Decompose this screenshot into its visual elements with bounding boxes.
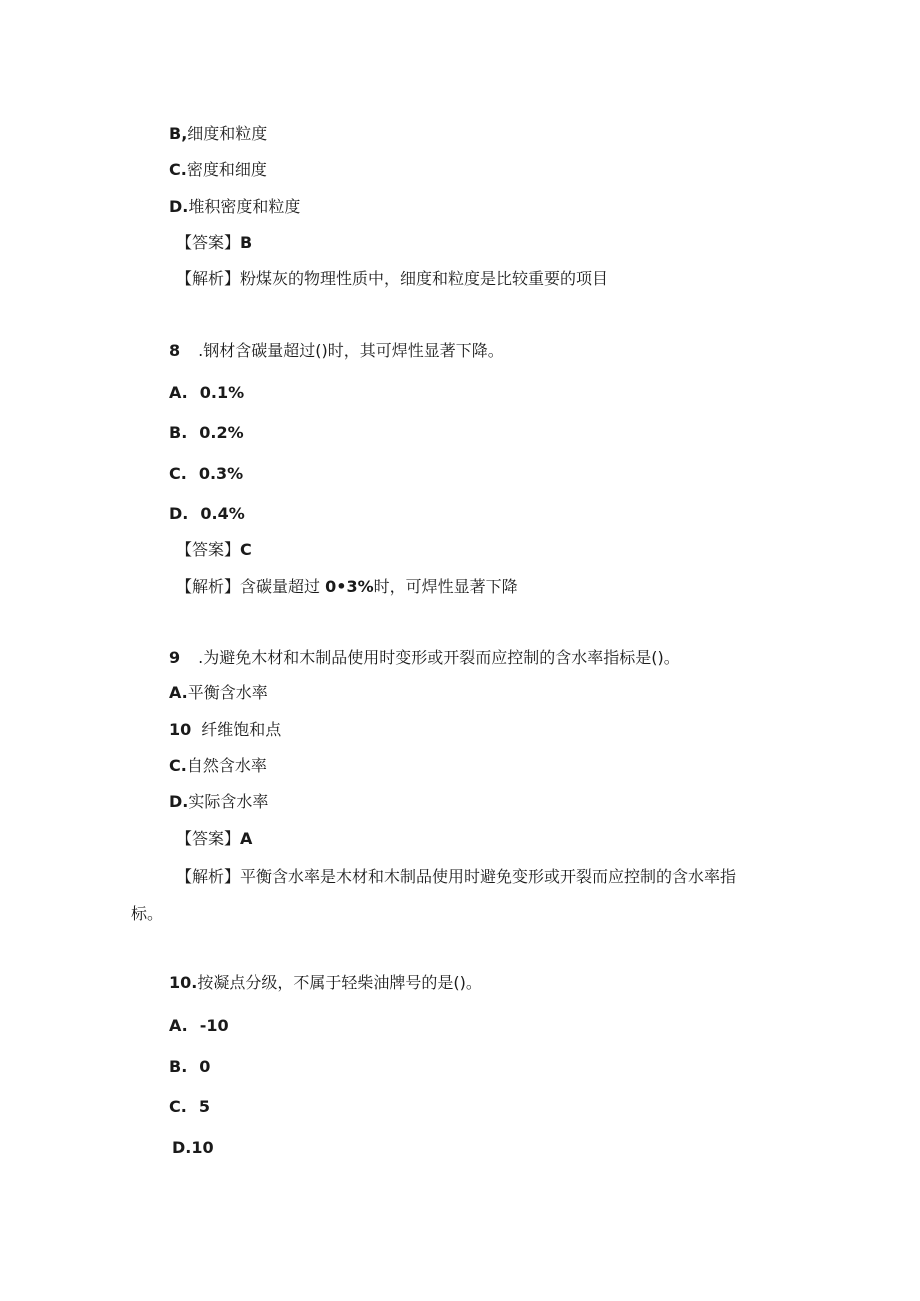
q9-option-b bbox=[169, 720, 281, 740]
q8-analysis-label: 【解析】 bbox=[176, 577, 241, 596]
q8-number: 8 bbox=[169, 341, 181, 360]
q8-analysis-num: 0•3% bbox=[325, 577, 374, 596]
q10-option-c bbox=[169, 1097, 210, 1117]
q8-option-d bbox=[169, 504, 245, 524]
q7-option-c-text: 密度和细度 bbox=[186, 160, 267, 179]
q10-option-b-text: 0 bbox=[199, 1057, 211, 1076]
q7-analysis bbox=[176, 269, 608, 289]
q9-option-c-letter: C. bbox=[169, 756, 187, 775]
q8-analysis bbox=[176, 577, 518, 597]
q7-option-b bbox=[169, 124, 267, 144]
q9-stem bbox=[169, 648, 680, 668]
q7-option-d-text: 堆积密度和粒度 bbox=[188, 197, 301, 216]
q7-option-c bbox=[169, 160, 267, 180]
q9-option-a-text: 平衡含水率 bbox=[187, 683, 268, 702]
q9-number: 9 bbox=[169, 648, 181, 667]
q9-option-c bbox=[169, 756, 267, 776]
q7-answer-value: B bbox=[240, 233, 253, 252]
q10-option-b-letter: B. bbox=[169, 1057, 188, 1076]
q8-option-d-text: 0.4% bbox=[200, 504, 245, 523]
q10-option-b bbox=[169, 1057, 210, 1077]
q9-analysis-line2: 标。 bbox=[131, 904, 164, 923]
q10-option-d-text: D.10 bbox=[172, 1138, 214, 1157]
q8-answer-value: C bbox=[240, 540, 252, 559]
q9-option-d bbox=[169, 792, 268, 812]
q9-analysis-continuation bbox=[131, 904, 163, 924]
q10-option-a-text: -10 bbox=[199, 1016, 229, 1035]
q7-answer-label: 【答案】 bbox=[176, 233, 241, 252]
q10-option-c-text: 5 bbox=[198, 1097, 210, 1116]
q8-option-b-text: 0.2% bbox=[199, 423, 244, 442]
q10-stem-text: 按凝点分级，不属于轻柴油牌号的是()。 bbox=[197, 973, 482, 992]
q9-option-b-num: 10 bbox=[169, 720, 192, 739]
q10-number: 10. bbox=[169, 973, 198, 992]
q8-stem-text: .钢材含碳量超过()时，其可焊性显著下降。 bbox=[198, 341, 504, 360]
q8-option-a bbox=[169, 383, 244, 403]
q9-answer bbox=[176, 829, 252, 849]
q9-analysis-line1: 平衡含水率是木材和木制品使用时避免变形或开裂而应控制的含水率指 bbox=[240, 867, 737, 886]
q7-analysis-text: 粉煤灰的物理性质中，细度和粒度是比较重要的项目 bbox=[240, 269, 609, 288]
q7-option-b-text: 细度和粒度 bbox=[187, 124, 268, 143]
q8-option-d-letter: D. bbox=[169, 504, 189, 523]
q10-option-a bbox=[169, 1016, 229, 1036]
q9-stem-text: .为避免木材和木制品使用时变形或开裂而应控制的含水率指标是()。 bbox=[198, 648, 680, 667]
q8-option-b-letter: B. bbox=[169, 423, 188, 442]
q8-option-a-letter: A. bbox=[169, 383, 188, 402]
q8-answer bbox=[176, 540, 252, 560]
q9-option-d-text: 实际含水率 bbox=[188, 792, 269, 811]
q9-answer-label: 【答案】 bbox=[176, 829, 241, 848]
q8-option-c bbox=[169, 464, 243, 484]
q10-stem bbox=[169, 973, 482, 993]
q7-option-b-letter: B, bbox=[169, 124, 188, 143]
q8-analysis-post: 时，可焊性显著下降 bbox=[373, 577, 518, 596]
q9-option-d-letter: D. bbox=[169, 792, 189, 811]
q9-answer-value: A bbox=[240, 829, 253, 848]
q8-option-a-text: 0.1% bbox=[199, 383, 245, 402]
q8-answer-label: 【答案】 bbox=[176, 540, 241, 559]
q9-option-a-letter: A. bbox=[169, 683, 188, 702]
q10-option-c-letter: C. bbox=[169, 1097, 187, 1116]
q7-option-c-letter: C. bbox=[169, 160, 187, 179]
q9-option-a bbox=[169, 683, 268, 703]
q8-stem bbox=[169, 341, 504, 361]
q9-analysis-label: 【解析】 bbox=[176, 867, 241, 886]
q8-option-c-letter: C. bbox=[169, 464, 187, 483]
q10-option-d bbox=[172, 1138, 214, 1158]
q10-option-a-letter: A. bbox=[169, 1016, 188, 1035]
q8-analysis-pre: 含碳量超过 bbox=[240, 577, 326, 596]
q7-option-d bbox=[169, 197, 300, 217]
q9-analysis bbox=[176, 867, 736, 887]
q9-option-b-text: 纤维饱和点 bbox=[201, 720, 282, 739]
q7-option-d-letter: D. bbox=[169, 197, 189, 216]
q9-option-c-text: 自然含水率 bbox=[186, 756, 267, 775]
q7-answer bbox=[176, 233, 252, 253]
q8-option-b bbox=[169, 423, 244, 443]
q7-analysis-label: 【解析】 bbox=[176, 269, 241, 288]
q8-option-c-text: 0.3% bbox=[198, 464, 244, 483]
